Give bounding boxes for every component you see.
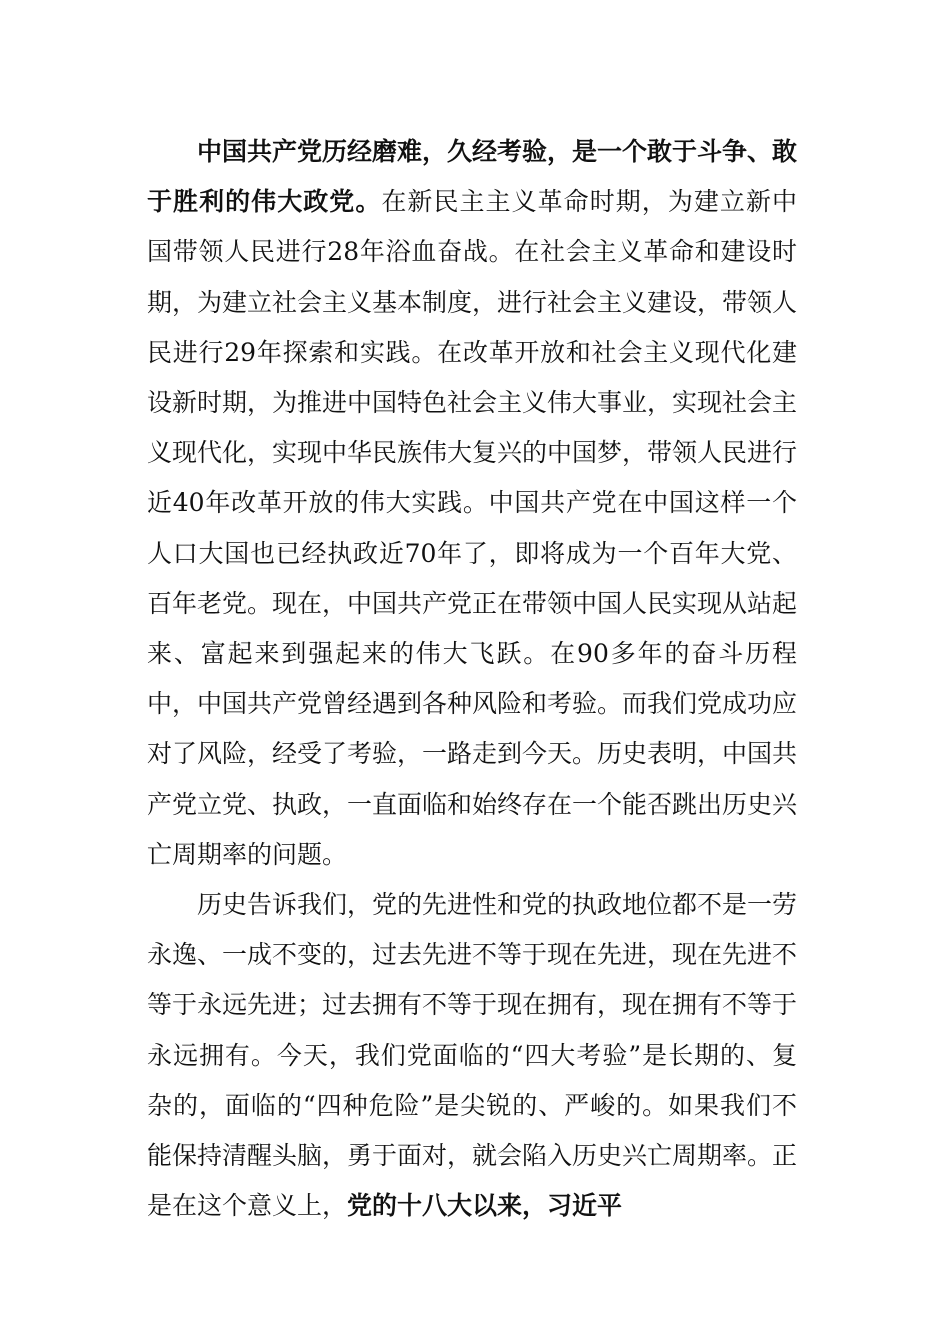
paragraph-2-body: 历史告诉我们，党的先进性和党的执政地位都不是一劳永逸、一成不变的，过去先进不等于现在先进，现在先进不等于永远先进；过去拥有不等于现在拥有，现在拥有不等于永远拥有。今天，我们党面临的“四大考验”是长期的、复杂的，面临的“四种危险”是尖锐的、严峻的。如果我们不能保持清醒头脑，勇于面对，就会陷入历史兴亡周期率。正是在这个意义上， <box>147 890 798 1221</box>
paragraph-2 <box>147 880 797 1231</box>
paragraph-1-bold-lead: 中国共产党历经磨难，久经考验，是一个敢于斗争、敢于胜利的伟大政党。 <box>147 137 798 217</box>
paragraph-1 <box>147 127 797 880</box>
paragraph-1-body: 在新民主主义革命时期，为建立新中国带领人民进行28年浴血奋战。在社会主义革命和建设时期，为建立社会主义基本制度，进行社会主义建设，带领人民进行29年探索和实践。在改革开放和社会主义现代化建设新时期，为推进中国特色社会主义伟大事业，实现社会主义现代化，实现中华民族伟大复兴的中国梦，带领人民进行近40年改革开放的伟大实践。中国共产党在中国这样一个人口大国也已经执政近70年了，即将成为一个百年大党、百年老党。现在，中国共产党正在带领中国人民实现从站起来、富起来到强起来的伟大飞跃。在90多年的奋斗历程中，中国共产党曾经遇到各种风险和考验。而我们党成功应对了风险，经受了考验，一路走到今天。历史表明，中国共产党立党、执政，一直面临和始终存在一个能否跳出历史兴亡周期率的问题。 <box>147 187 798 869</box>
document-body <box>147 127 797 1231</box>
paragraph-2-bold-tail: 党的十八大以来，习近平 <box>347 1191 623 1221</box>
